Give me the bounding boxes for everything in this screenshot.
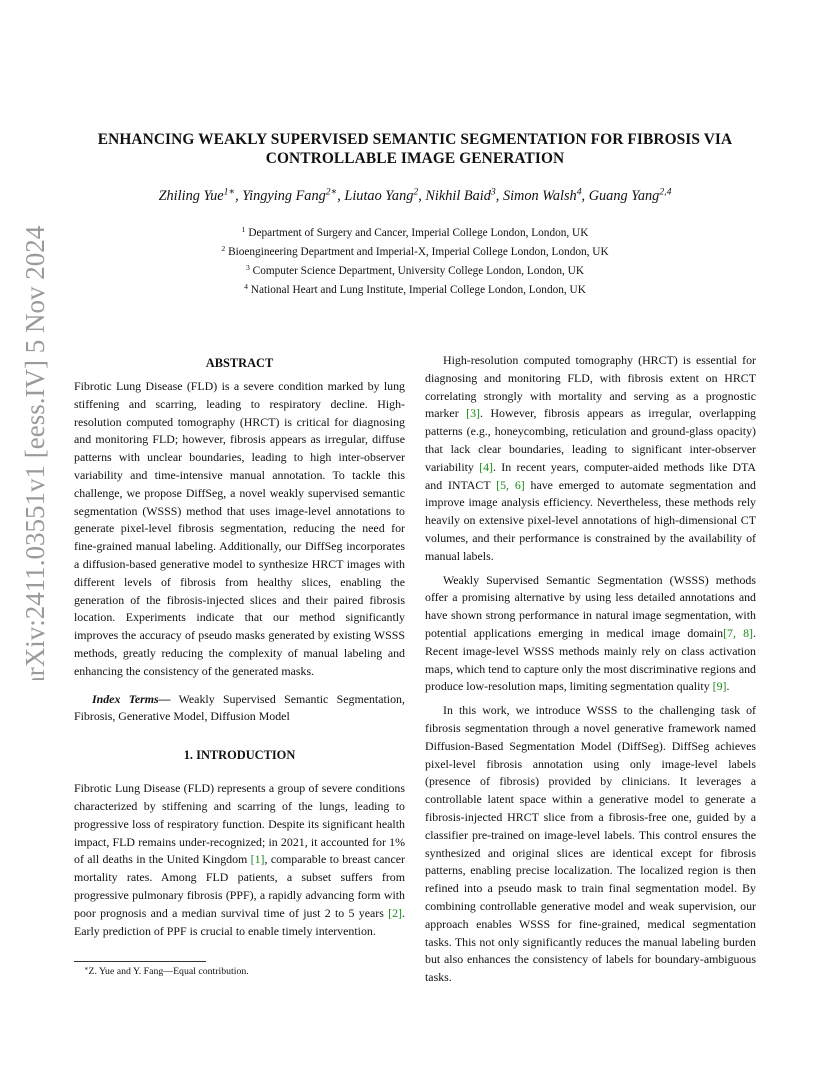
arxiv-sidebar-stamp <box>14 160 54 680</box>
index-terms <box>74 691 405 727</box>
text-run: Fibrotic Lung Disease (FLD) represents a group of severe conditions characterized by stiffening and scarring of the lungs, leading to progressive loss of respiratory function. Despite its significant health impact, FLD remains under-recognized; in 2021, it accounted for 1% of all deaths in the United Kingdom <box>74 781 405 867</box>
abstract-heading: ABSTRACT <box>205 356 274 370</box>
affiliation-text: Bioengineering Department and Imperial-X, Imperial College London, London, UK <box>228 246 609 258</box>
footnote-mark: ∗ <box>84 965 89 973</box>
footnote-divider <box>74 961 206 962</box>
author-name: Guang Yang <box>588 188 660 204</box>
author-affil-mark: 3 <box>490 186 496 198</box>
introduction-heading: 1. INTRODUCTION <box>183 748 296 763</box>
author-affil-mark: 4 <box>576 186 582 198</box>
author-name: Yingying Fang <box>242 188 326 204</box>
text-run: have emerged to automate segmentation and improve image analysis efficiency. Nevertheless, these methods rely heavily on extensive pixel-level annotations of high-dimensional CT volumes, and their performance is constrained by the availability of manual labels. <box>425 477 756 563</box>
author-list: Zhiling Yue$^{1∗}$, Yingying Fang$^{2∗}$, Liutao Yang$^2$, Nikhil Baid$^3$, Simon Walsh$^4$, Guang Yang$^{2,4}$ <box>158 186 672 204</box>
affiliation-number: 3 <box>246 262 250 272</box>
paper-title <box>70 130 760 168</box>
intro-paragraph-2 <box>425 352 756 566</box>
citation-link[interactable]: [2] <box>388 905 403 920</box>
text-run: . In recent years, computer-aided methods like DTA and INTACT <box>425 459 756 492</box>
text-run: . Early prediction of PPF is crucial to enable timely intervention. <box>74 905 405 938</box>
affiliation-number: 1 <box>241 224 246 234</box>
left-column <box>74 352 405 940</box>
affiliation-number: 4 <box>244 281 248 291</box>
affiliation-text: National Heart and Lung Institute, Imperial College London, London, UK <box>250 284 586 296</box>
author-affil-mark: 2,4 <box>659 186 672 198</box>
affiliation-list <box>120 224 710 300</box>
intro-paragraph-4: In this work, we introduce WSSS to the challenging task of fibrosis segmentation through a novel generative framework named Diffusion-Based Segmentation Model (DiffSeg). DiffSeg achieves pixel-level fibrosis annotation using only image-level labels (presence of fibrosis) provided by clinicians. It leverages a controllable latent space within a generative model to generate a fibrosis-injected HRCT slice from a fibrosis-free one, guided by a classifier pre-trained on image-level labels. This control ensures the synthesized and original slices are identical except for fibrosis patterns, enabling precise localization. The localized region is then refined into a pseudo mask to train final segmentation model. By combining controllable generative model and weak supervision, our approach enables WSSS for fine-grained, medical segmentation tasks. This not only significantly reduces the manual labeling burden but also enhances the consistency of labels for boundary-ambiguous tasks. <box>425 703 756 985</box>
affiliation <box>120 262 710 281</box>
affiliation-number: 2 <box>221 243 226 253</box>
affiliation-text: Computer Science Department, University College London, London, UK <box>252 265 584 277</box>
author-affil-mark: 2∗ <box>325 186 338 198</box>
intro-paragraph-3 <box>425 572 756 697</box>
affiliation <box>120 243 710 262</box>
affiliation-text: Department of Surgery and Cancer, Imperial College London, London, UK <box>248 227 589 239</box>
text-run: , comparable to breast cancer mortality rates. Among FLD patients, a subset suffers from progressive pulmonary fibrosis (PPF), a rapidly advancing form with poor prognosis and a median survival time of just 2 to 5 years <box>74 852 405 920</box>
abstract-text: Fibrotic Lung Disease (FLD) is a severe condition marked by lung stiffening and scarring, leading to respiratory decline. High-resolution computed tomography (HRCT) is critical for diagnosing and monitoring FLD; however, fibrosis appears as irregular, diffuse patterns with unclear boundaries, leading to high inter-observer variability and time-intensive manual annotation. To tackle this challenge, we propose DiffSeg, a novel weakly supervised semantic segmentation (WSSS) method that uses image-level annotations to generate pixel-level fibrosis segmentation, reducing the need for fine-grained manual labeling. Additionally, our DiffSeg incorporates a diffusion-based generative model to synthesize HRCT images with different levels of fibrosis from healthy slices, enabling the generation of the fibrosis-injected slices and their paired fibrosis location. Experiments indicate that our method significantly improves the accuracy of pseudo masks generated by existing WSSS methods, greatly reducing the complexity of manual labeling and enhancing the consistency of the generated masks. <box>74 379 405 678</box>
author-name: Simon Walsh <box>502 188 577 204</box>
intro-paragraph-1 <box>74 780 405 940</box>
author-name: Liutao Yang <box>344 188 414 204</box>
footnote <box>84 965 249 978</box>
author-affil-mark: 2 <box>413 186 419 198</box>
title-line-2: CONTROLLABLE IMAGE GENERATION <box>265 150 565 167</box>
citation-link[interactable]: 6] <box>514 477 525 492</box>
text-run: . <box>726 679 730 694</box>
citation-link[interactable]: [7, <box>723 625 736 640</box>
citation-link[interactable]: [3] <box>466 406 481 421</box>
text-run: High-resolution computed tomography (HRCT) is essential for diagnosing and monitoring FLD, with fibrosis extent on HRCT correlating strongly with mortality and serving as a prognostic marker <box>425 353 756 421</box>
right-column <box>425 352 756 987</box>
citation-link[interactable]: [9] <box>712 679 727 694</box>
author-affil-mark: 1∗ <box>223 186 236 198</box>
text-run: . However, fibrosis appears as irregular, overlapping patterns (e.g., honeycombing, reticulation and ground-glass opacity) that lack clear boundaries, leading to significant inter-observer variability <box>425 406 756 474</box>
citation-link[interactable]: [1] <box>250 852 265 867</box>
citation-link[interactable]: [4] <box>479 459 494 474</box>
affiliation <box>120 281 710 300</box>
arxiv-id: arXiv:2411.03551v1 [eess.IV] 5 Nov 2024 <box>20 225 50 680</box>
title-line-1: ENHANCING WEAKLY SUPERVISED SEMANTIC SEGMENTATION FOR FIBROSIS VIA <box>97 131 733 148</box>
index-terms-text: Weakly Supervised Semantic Segmentation, Fibrosis, Generative Model, Diffusion Model <box>74 691 405 724</box>
index-terms-label: Index Terms— <box>92 691 171 706</box>
author-name: Zhiling Yue <box>158 188 224 204</box>
author-name: Nikhil Baid <box>425 188 491 204</box>
citation-link[interactable]: [5, <box>496 477 510 492</box>
text-run: Weakly Supervised Semantic Segmentation (WSSS) methods offer a promising alternative by using less detailed annotations and have shown strong performance in natural image segmentation, with potential applications emerging in medical image domain <box>425 572 756 640</box>
affiliation <box>120 224 710 243</box>
text-run: . Recent image-level WSSS methods mainly rely on class activation maps, which tend to capture only the most discriminative regions and produce low-resolution maps, limiting segmentation quality <box>425 625 756 694</box>
footnote-text: Z. Yue and Y. Fang—Equal contribution. <box>88 966 249 977</box>
citation-link[interactable]: 8] <box>743 625 753 640</box>
